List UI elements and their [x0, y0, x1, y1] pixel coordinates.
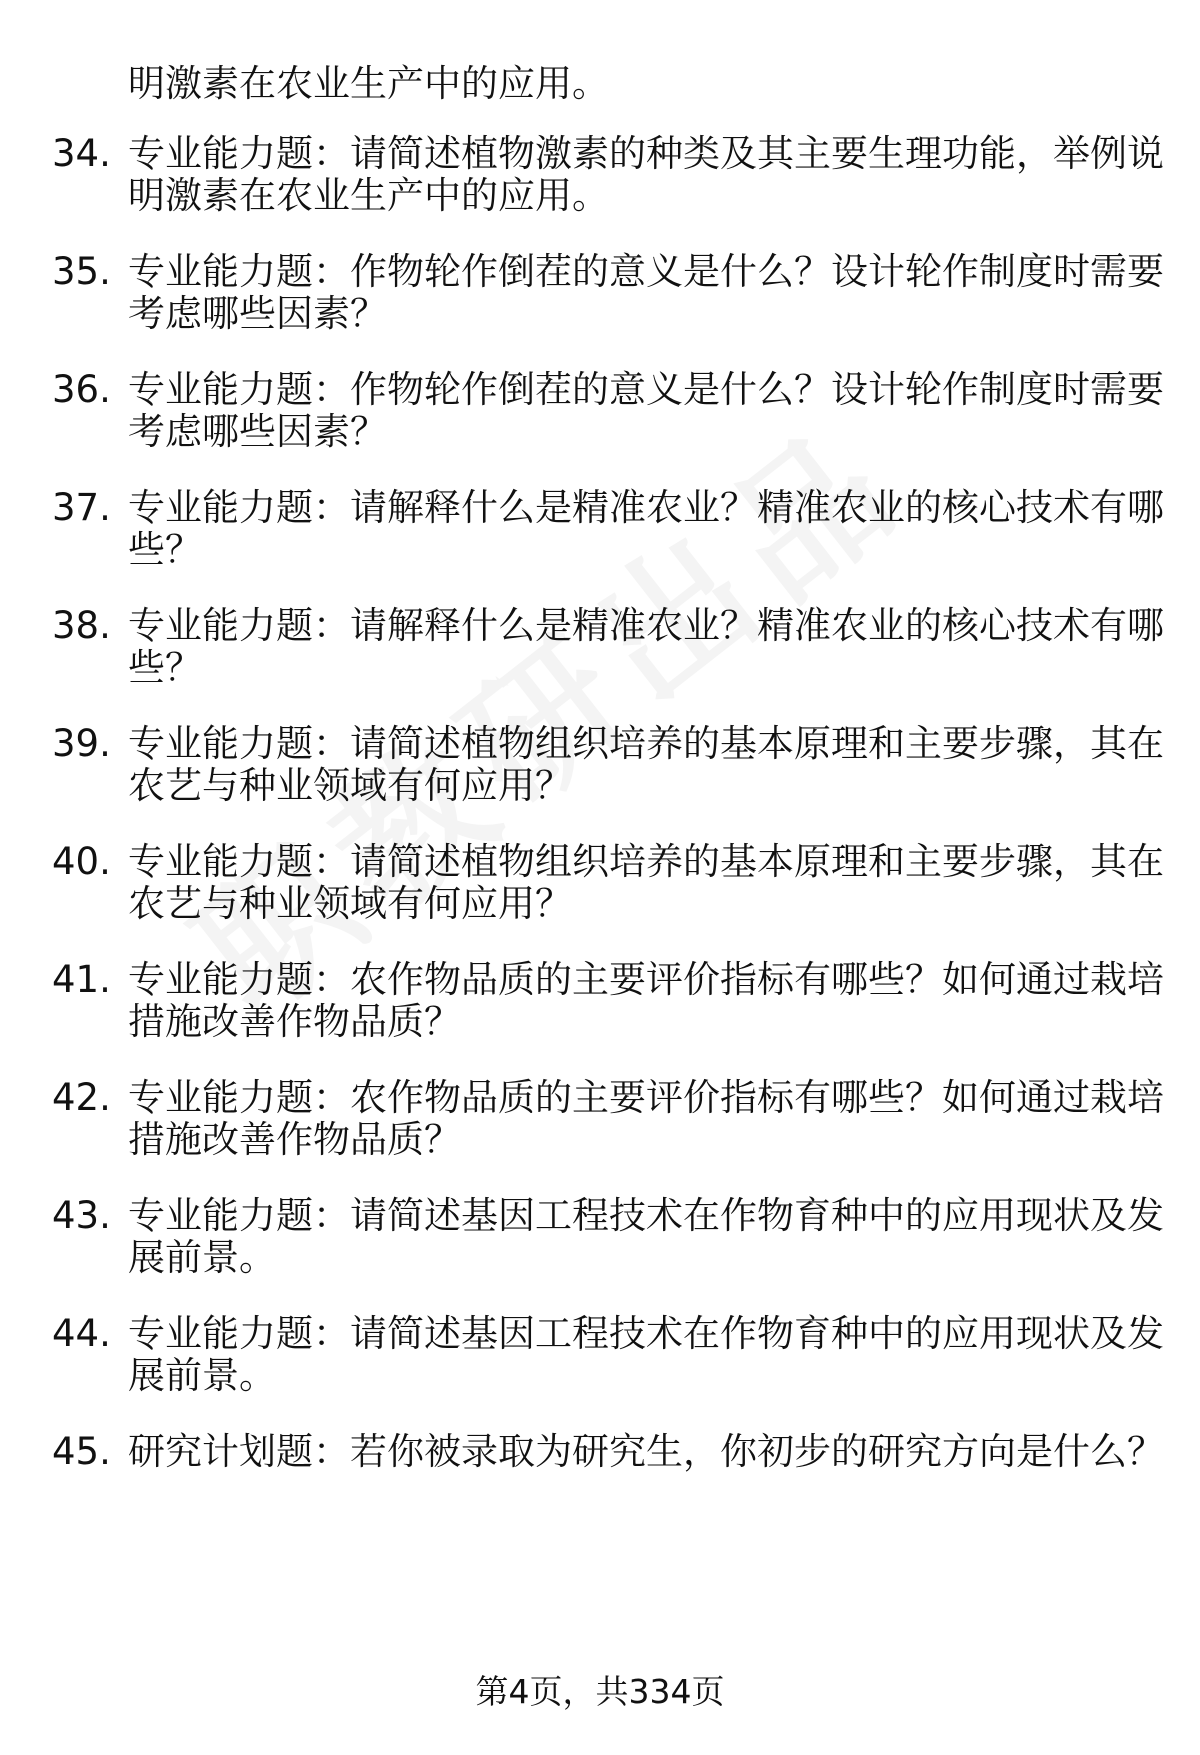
item-number: 40.: [52, 840, 111, 883]
item-text-line1: 专业能力题：作物轮作倒茬的意义是什么？设计轮作制度时需要: [128, 250, 1164, 293]
item-text-line1: 专业能力题：农作物品质的主要评价指标有哪些？如何通过栽培: [128, 1076, 1164, 1119]
item-text-line2: 措施改善作物品质？: [128, 1118, 461, 1161]
item-text-line1: 专业能力题：请解释什么是精准农业？精准农业的核心技术有哪: [128, 486, 1164, 529]
item-number: 43.: [52, 1194, 111, 1237]
item-text-line1: 专业能力题：请简述植物组织培养的基本原理和主要步骤，其在: [128, 840, 1164, 883]
item-number: 44.: [52, 1312, 111, 1355]
item-text-line2: 些？: [128, 528, 202, 571]
item-text-line2: 些？: [128, 646, 202, 689]
item-number: 41.: [52, 958, 111, 1001]
item-number: 36.: [52, 368, 111, 411]
item-text-line2: 明激素在农业生产中的应用。: [128, 174, 609, 217]
item-number: 39.: [52, 722, 111, 765]
item-number: 35.: [52, 250, 111, 293]
item-text-line2: 考虑哪些因素？: [128, 292, 387, 335]
item-text-line1: 专业能力题：请简述植物组织培养的基本原理和主要步骤，其在: [128, 722, 1164, 765]
item-text-line1: 专业能力题：请解释什么是精准农业？精准农业的核心技术有哪: [128, 604, 1164, 647]
item-text-line2: 农艺与种业领域有何应用？: [128, 882, 572, 925]
item-text-line2: 措施改善作物品质？: [128, 1000, 461, 1043]
continuation-text: 明激素在农业生产中的应用。: [128, 62, 609, 105]
item-number: 38.: [52, 604, 111, 647]
item-text-line1: 专业能力题：请简述基因工程技术在作物育种中的应用现状及发: [128, 1194, 1164, 1237]
item-text-line1: 专业能力题：作物轮作倒茬的意义是什么？设计轮作制度时需要: [128, 368, 1164, 411]
item-number: 34.: [52, 132, 111, 175]
item-text-line1: 研究计划题：若你被录取为研究生，你初步的研究方向是什么？: [128, 1430, 1164, 1473]
item-number: 45.: [52, 1430, 111, 1473]
page-footer: 第4页，共334页: [475, 1672, 725, 1711]
item-number: 42.: [52, 1076, 111, 1119]
item-text-line2: 展前景。: [128, 1236, 276, 1279]
item-text-line2: 展前景。: [128, 1354, 276, 1397]
item-text-line2: 考虑哪些因素？: [128, 410, 387, 453]
item-text-line1: 专业能力题：农作物品质的主要评价指标有哪些？如何通过栽培: [128, 958, 1164, 1001]
item-text-line2: 农艺与种业领域有何应用？: [128, 764, 572, 807]
item-text-line1: 专业能力题：请简述基因工程技术在作物育种中的应用现状及发: [128, 1312, 1164, 1355]
item-text-line1: 专业能力题：请简述植物激素的种类及其主要生理功能，举例说: [128, 132, 1164, 175]
item-number: 37.: [52, 486, 111, 529]
